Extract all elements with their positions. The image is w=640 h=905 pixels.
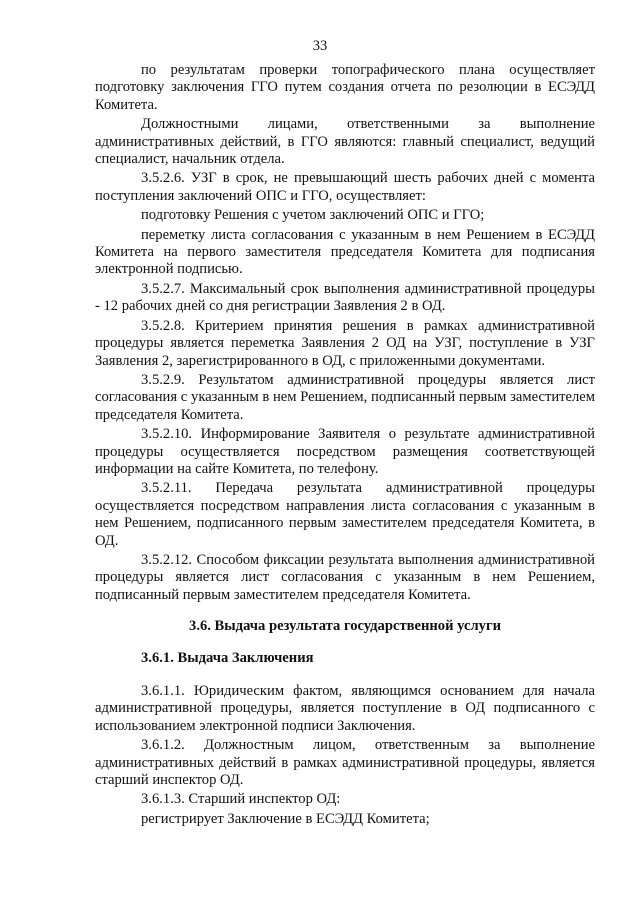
paragraph: 3.6.1.3. Старший инспектор ОД: [141,791,341,808]
paragraph: регистрирует Заключение в ЕСЭДД Комитета; [141,810,430,827]
paragraph: 3.5.2.7. Максимальный срок выполнения административной процедуры - 12 рабочих дней со дня регистрации Заявления 2 в ОД. [95,280,595,315]
page-number: 33 [312,38,328,54]
paragraph: по результатам проверки топографического плана осуществляет подготовку заключения ГГО путем создания отчета по резолюции в ЕСЭДД Комитета. [95,62,595,113]
paragraph: Должностными лицами, ответственными за выполнение административных действий, в ГГО являются: главный специалист, ведущий специалист, начальник отдела. [95,116,595,168]
paragraph: 3.6.1.2. Должностным лицом, ответственным за выполнение административных действий в рамках административной процедуры, является старший инспектор ОД. [95,737,595,789]
paragraph: переметку листа согласования с указанным в нем Решением в ЕСЭДД Комитета на первого заместителя председателя Комитета для подписания электронной подписью. [95,226,595,278]
paragraph: 3.5.2.12. Способом фиксации результата выполнения административной процедуры является лист согласования с указанным в нем Решением, подписанный первым заместителем председателя Комитета. [95,551,595,603]
paragraph: 3.5.2.9. Результатом административной процедуры является лист согласования с указанным в нем Решением, подписанный первым заместителем председателя Комитета. [95,371,595,423]
paragraph: 3.6.1.1. Юридическим фактом, являющимся основанием для начала административной процедуры, является поступление в ОД подписанного с использованием электронной подписи Заключения. [95,683,595,734]
paragraph: 3.5.2.11. Передача результата административной процедуры осуществляется посредством направления листа согласования с указанным в нем Решением, подписанного первым заместителем председателя Комитета, в ОД. [95,480,595,549]
section-heading: 3.6. Выдача результата государственной услуги [189,618,501,635]
paragraph: 3.5.2.6. УЗГ в срок, не превышающий шесть рабочих дней с момента поступления заключений ОПС и ГГО, осуществляет: [95,170,595,204]
subsection-heading: 3.6.1. Выдача Заключения [141,649,314,666]
paragraph: 3.5.2.10. Информирование Заявителя о результате административной процедуры осуществляется посредством размещения соответствующей информации на сайте Комитета, по телефону. [95,426,595,477]
paragraph: 3.5.2.8. Критерием принятия решения в рамках административной процедуры является переметка Заявления 2 ОД на УЗГ, поступление в УЗГ Заявления 2, зарегистрированного в ОД, с приложенными документами. [95,317,595,369]
paragraph: подготовку Решения с учетом заключений ОПС и ГГО; [141,207,485,224]
document-body [95,62,595,830]
